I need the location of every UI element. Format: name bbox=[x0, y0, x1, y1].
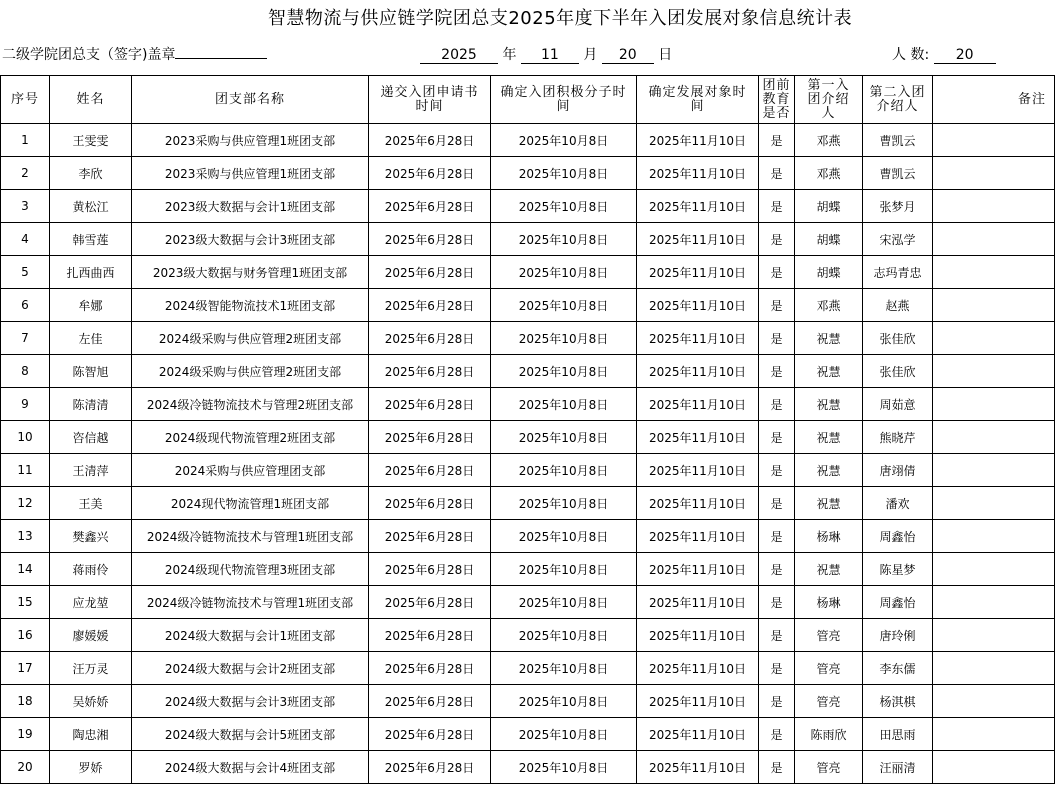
cell-apply-date: 2025年6月28日 bbox=[369, 388, 491, 421]
seal-label: 二级学院团总支（签字)盖章 bbox=[2, 47, 176, 63]
cell-develop-date: 2025年11月10日 bbox=[637, 157, 759, 190]
cell-note bbox=[933, 520, 1055, 553]
cell-introducer2: 宋泓学 bbox=[863, 223, 933, 256]
cell-branch: 2024采购与供应管理团支部 bbox=[132, 454, 369, 487]
cell-note bbox=[933, 421, 1055, 454]
col-header-no: 序号 bbox=[1, 76, 50, 124]
cell-develop-date: 2025年11月10日 bbox=[637, 256, 759, 289]
cell-note bbox=[933, 454, 1055, 487]
cell-apply-date: 2025年6月28日 bbox=[369, 652, 491, 685]
table-row bbox=[1, 124, 1055, 157]
cell-develop-date: 2025年11月10日 bbox=[637, 718, 759, 751]
cell-note bbox=[933, 223, 1055, 256]
cell-apply-date: 2025年6月28日 bbox=[369, 718, 491, 751]
cell-introducer2: 唐玲俐 bbox=[863, 619, 933, 652]
cell-introducer2: 赵燕 bbox=[863, 289, 933, 322]
cell-no: 17 bbox=[1, 652, 50, 685]
cell-apply-date: 2025年6月28日 bbox=[369, 553, 491, 586]
date-year-unit: 年 bbox=[502, 47, 517, 63]
cell-note bbox=[933, 157, 1055, 190]
cell-apply-date: 2025年6月28日 bbox=[369, 124, 491, 157]
cell-branch: 2024级智能物流技术1班团支部 bbox=[132, 289, 369, 322]
cell-activist-date: 2025年10月8日 bbox=[491, 190, 637, 223]
cell-no: 1 bbox=[1, 124, 50, 157]
col-header-note: 备注 bbox=[933, 76, 1055, 124]
cell-note bbox=[933, 289, 1055, 322]
cell-introducer1: 祝慧 bbox=[795, 322, 863, 355]
cell-name: 左佳 bbox=[50, 322, 132, 355]
table-row bbox=[1, 586, 1055, 619]
cell-activist-date: 2025年10月8日 bbox=[491, 157, 637, 190]
cell-develop-date: 2025年11月10日 bbox=[637, 553, 759, 586]
cell-activist-date: 2025年10月8日 bbox=[491, 487, 637, 520]
date-day: 20 bbox=[602, 47, 654, 64]
cell-develop-date: 2025年11月10日 bbox=[637, 685, 759, 718]
table-row bbox=[1, 355, 1055, 388]
cell-note bbox=[933, 322, 1055, 355]
cell-name: 王清萍 bbox=[50, 454, 132, 487]
cell-develop-date: 2025年11月10日 bbox=[637, 355, 759, 388]
cell-introducer2: 唐翊倩 bbox=[863, 454, 933, 487]
cell-branch: 2024现代物流管理1班团支部 bbox=[132, 487, 369, 520]
header-row bbox=[1, 76, 1055, 124]
cell-introducer1: 管亮 bbox=[795, 652, 863, 685]
cell-apply-date: 2025年6月28日 bbox=[369, 190, 491, 223]
cell-develop-date: 2025年11月10日 bbox=[637, 520, 759, 553]
cell-education: 是 bbox=[759, 652, 795, 685]
seal-field bbox=[2, 44, 267, 64]
cell-education: 是 bbox=[759, 586, 795, 619]
cell-develop-date: 2025年11月10日 bbox=[637, 124, 759, 157]
cell-note bbox=[933, 256, 1055, 289]
cell-name: 陶忠湘 bbox=[50, 718, 132, 751]
cell-introducer1: 陈雨欣 bbox=[795, 718, 863, 751]
cell-branch: 2023采购与供应管理1班团支部 bbox=[132, 157, 369, 190]
cell-note bbox=[933, 619, 1055, 652]
cell-name: 蒋雨伶 bbox=[50, 553, 132, 586]
cell-branch: 2024级大数据与会计3班团支部 bbox=[132, 685, 369, 718]
cell-activist-date: 2025年10月8日 bbox=[491, 751, 637, 784]
cell-branch: 2023级大数据与财务管理1班团支部 bbox=[132, 256, 369, 289]
cell-introducer1: 胡蝶 bbox=[795, 256, 863, 289]
cell-activist-date: 2025年10月8日 bbox=[491, 124, 637, 157]
cell-apply-date: 2025年6月28日 bbox=[369, 421, 491, 454]
cell-apply-date: 2025年6月28日 bbox=[369, 355, 491, 388]
cell-introducer2: 志玛青忠 bbox=[863, 256, 933, 289]
cell-no: 5 bbox=[1, 256, 50, 289]
cell-introducer1: 胡蝶 bbox=[795, 190, 863, 223]
cell-no: 11 bbox=[1, 454, 50, 487]
cell-no: 3 bbox=[1, 190, 50, 223]
col-header-name: 姓名 bbox=[50, 76, 132, 124]
cell-name: 王美 bbox=[50, 487, 132, 520]
cell-no: 6 bbox=[1, 289, 50, 322]
cell-education: 是 bbox=[759, 553, 795, 586]
cell-introducer1: 管亮 bbox=[795, 751, 863, 784]
cell-branch: 2024级大数据与会计5班团支部 bbox=[132, 718, 369, 751]
cell-education: 是 bbox=[759, 388, 795, 421]
cell-develop-date: 2025年11月10日 bbox=[637, 586, 759, 619]
cell-note bbox=[933, 487, 1055, 520]
cell-branch: 2024级大数据与会计1班团支部 bbox=[132, 619, 369, 652]
table-row bbox=[1, 718, 1055, 751]
cell-introducer2: 曹凯云 bbox=[863, 124, 933, 157]
cell-develop-date: 2025年11月10日 bbox=[637, 190, 759, 223]
cell-no: 18 bbox=[1, 685, 50, 718]
count-value: 20 bbox=[934, 47, 996, 64]
cell-education: 是 bbox=[759, 718, 795, 751]
cell-name: 黄松江 bbox=[50, 190, 132, 223]
cell-apply-date: 2025年6月28日 bbox=[369, 289, 491, 322]
table-row bbox=[1, 388, 1055, 421]
date-field bbox=[420, 44, 672, 64]
cell-introducer2: 曹凯云 bbox=[863, 157, 933, 190]
cell-apply-date: 2025年6月28日 bbox=[369, 322, 491, 355]
cell-introducer2: 张佳欣 bbox=[863, 322, 933, 355]
document-title: 智慧物流与供应链学院团总支2025年度下半年入团发展对象信息统计表 bbox=[267, 8, 853, 29]
cell-activist-date: 2025年10月8日 bbox=[491, 322, 637, 355]
cell-note bbox=[933, 586, 1055, 619]
seal-blank bbox=[175, 58, 267, 59]
cell-name: 陈清清 bbox=[50, 388, 132, 421]
cell-introducer1: 祝慧 bbox=[795, 487, 863, 520]
cell-education: 是 bbox=[759, 454, 795, 487]
cell-activist-date: 2025年10月8日 bbox=[491, 289, 637, 322]
cell-no: 20 bbox=[1, 751, 50, 784]
cell-branch: 2024级现代物流管理3班团支部 bbox=[132, 553, 369, 586]
table-row bbox=[1, 289, 1055, 322]
table-row bbox=[1, 553, 1055, 586]
cell-introducer1: 杨琳 bbox=[795, 520, 863, 553]
table-row bbox=[1, 520, 1055, 553]
info-table bbox=[0, 75, 1055, 784]
cell-introducer2: 陈星梦 bbox=[863, 553, 933, 586]
cell-note bbox=[933, 652, 1055, 685]
cell-apply-date: 2025年6月28日 bbox=[369, 685, 491, 718]
cell-branch: 2024级冷链物流技术与管理1班团支部 bbox=[132, 520, 369, 553]
cell-note bbox=[933, 553, 1055, 586]
col-header-introducer2: 第二入团介绍人 bbox=[863, 76, 933, 124]
cell-education: 是 bbox=[759, 322, 795, 355]
cell-note bbox=[933, 355, 1055, 388]
cell-develop-date: 2025年11月10日 bbox=[637, 223, 759, 256]
cell-activist-date: 2025年10月8日 bbox=[491, 586, 637, 619]
cell-introducer2: 潘欢 bbox=[863, 487, 933, 520]
cell-name: 樊鑫兴 bbox=[50, 520, 132, 553]
cell-note bbox=[933, 685, 1055, 718]
cell-apply-date: 2025年6月28日 bbox=[369, 223, 491, 256]
table-row bbox=[1, 157, 1055, 190]
cell-name: 陈智旭 bbox=[50, 355, 132, 388]
table-row bbox=[1, 223, 1055, 256]
date-month-unit: 月 bbox=[583, 47, 598, 63]
cell-activist-date: 2025年10月8日 bbox=[491, 256, 637, 289]
cell-branch: 2024级冷链物流技术与管理1班团支部 bbox=[132, 586, 369, 619]
cell-branch: 2024级冷链物流技术与管理2班团支部 bbox=[132, 388, 369, 421]
cell-develop-date: 2025年11月10日 bbox=[637, 421, 759, 454]
cell-activist-date: 2025年10月8日 bbox=[491, 421, 637, 454]
cell-introducer1: 杨琳 bbox=[795, 586, 863, 619]
cell-no: 16 bbox=[1, 619, 50, 652]
table-row bbox=[1, 421, 1055, 454]
cell-introducer2: 李东儒 bbox=[863, 652, 933, 685]
cell-education: 是 bbox=[759, 751, 795, 784]
cell-education: 是 bbox=[759, 685, 795, 718]
table-row bbox=[1, 454, 1055, 487]
cell-no: 15 bbox=[1, 586, 50, 619]
cell-education: 是 bbox=[759, 421, 795, 454]
cell-introducer1: 祝慧 bbox=[795, 553, 863, 586]
date-year: 2025 bbox=[420, 47, 498, 64]
cell-branch: 2023级大数据与会计3班团支部 bbox=[132, 223, 369, 256]
cell-education: 是 bbox=[759, 190, 795, 223]
cell-name: 王雯雯 bbox=[50, 124, 132, 157]
cell-no: 14 bbox=[1, 553, 50, 586]
cell-apply-date: 2025年6月28日 bbox=[369, 520, 491, 553]
cell-apply-date: 2025年6月28日 bbox=[369, 619, 491, 652]
cell-introducer2: 周鑫怡 bbox=[863, 520, 933, 553]
cell-activist-date: 2025年10月8日 bbox=[491, 223, 637, 256]
cell-introducer1: 邓燕 bbox=[795, 157, 863, 190]
cell-activist-date: 2025年10月8日 bbox=[491, 718, 637, 751]
cell-no: 9 bbox=[1, 388, 50, 421]
cell-activist-date: 2025年10月8日 bbox=[491, 619, 637, 652]
cell-develop-date: 2025年11月10日 bbox=[637, 619, 759, 652]
cell-branch: 2023采购与供应管理1班团支部 bbox=[132, 124, 369, 157]
cell-note bbox=[933, 751, 1055, 784]
cell-activist-date: 2025年10月8日 bbox=[491, 652, 637, 685]
cell-name: 咨信越 bbox=[50, 421, 132, 454]
cell-note bbox=[933, 718, 1055, 751]
cell-introducer1: 祝慧 bbox=[795, 355, 863, 388]
count-field bbox=[892, 44, 996, 64]
table-row bbox=[1, 256, 1055, 289]
cell-name: 韩雪莲 bbox=[50, 223, 132, 256]
cell-name: 李欣 bbox=[50, 157, 132, 190]
cell-no: 19 bbox=[1, 718, 50, 751]
cell-no: 8 bbox=[1, 355, 50, 388]
table-row bbox=[1, 685, 1055, 718]
cell-introducer1: 邓燕 bbox=[795, 124, 863, 157]
cell-name: 罗娇 bbox=[50, 751, 132, 784]
cell-develop-date: 2025年11月10日 bbox=[637, 322, 759, 355]
col-header-activist-date: 确定入团积极分子时间 bbox=[491, 76, 637, 124]
col-header-develop-date: 确定发展对象时间 bbox=[637, 76, 759, 124]
cell-introducer2: 张梦月 bbox=[863, 190, 933, 223]
cell-introducer1: 祝慧 bbox=[795, 421, 863, 454]
cell-name: 应龙堃 bbox=[50, 586, 132, 619]
table-row bbox=[1, 322, 1055, 355]
cell-introducer2: 周鑫怡 bbox=[863, 586, 933, 619]
cell-no: 10 bbox=[1, 421, 50, 454]
cell-education: 是 bbox=[759, 520, 795, 553]
cell-education: 是 bbox=[759, 223, 795, 256]
date-month: 11 bbox=[521, 47, 579, 64]
cell-activist-date: 2025年10月8日 bbox=[491, 454, 637, 487]
cell-develop-date: 2025年11月10日 bbox=[637, 487, 759, 520]
cell-education: 是 bbox=[759, 157, 795, 190]
cell-education: 是 bbox=[759, 256, 795, 289]
cell-apply-date: 2025年6月28日 bbox=[369, 751, 491, 784]
cell-develop-date: 2025年11月10日 bbox=[637, 289, 759, 322]
date-day-unit: 日 bbox=[658, 47, 673, 63]
cell-no: 2 bbox=[1, 157, 50, 190]
cell-introducer2: 杨淇棋 bbox=[863, 685, 933, 718]
cell-introducer2: 周茹意 bbox=[863, 388, 933, 421]
cell-note bbox=[933, 124, 1055, 157]
cell-develop-date: 2025年11月10日 bbox=[637, 454, 759, 487]
cell-no: 12 bbox=[1, 487, 50, 520]
cell-introducer1: 祝慧 bbox=[795, 388, 863, 421]
cell-branch: 2023级大数据与会计1班团支部 bbox=[132, 190, 369, 223]
cell-introducer1: 胡蝶 bbox=[795, 223, 863, 256]
cell-education: 是 bbox=[759, 487, 795, 520]
count-label: 人 数: bbox=[892, 47, 930, 63]
col-header-apply-date: 递交入团申请书时间 bbox=[369, 76, 491, 124]
cell-introducer1: 管亮 bbox=[795, 685, 863, 718]
col-header-introducer1: 第一入团介绍人 bbox=[795, 76, 863, 124]
table-row bbox=[1, 487, 1055, 520]
cell-apply-date: 2025年6月28日 bbox=[369, 256, 491, 289]
cell-apply-date: 2025年6月28日 bbox=[369, 454, 491, 487]
cell-activist-date: 2025年10月8日 bbox=[491, 355, 637, 388]
cell-introducer1: 邓燕 bbox=[795, 289, 863, 322]
table-row bbox=[1, 751, 1055, 784]
cell-name: 吴娇娇 bbox=[50, 685, 132, 718]
cell-introducer2: 田思雨 bbox=[863, 718, 933, 751]
cell-name: 汪万灵 bbox=[50, 652, 132, 685]
cell-branch: 2024级大数据与会计4班团支部 bbox=[132, 751, 369, 784]
cell-activist-date: 2025年10月8日 bbox=[491, 520, 637, 553]
cell-name: 扎西曲西 bbox=[50, 256, 132, 289]
cell-no: 13 bbox=[1, 520, 50, 553]
cell-branch: 2024级大数据与会计2班团支部 bbox=[132, 652, 369, 685]
table-row bbox=[1, 652, 1055, 685]
table-row bbox=[1, 619, 1055, 652]
cell-note bbox=[933, 388, 1055, 421]
cell-activist-date: 2025年10月8日 bbox=[491, 388, 637, 421]
cell-develop-date: 2025年11月10日 bbox=[637, 751, 759, 784]
col-header-education: 团前教育是否 bbox=[759, 76, 795, 124]
cell-introducer2: 熊晓芹 bbox=[863, 421, 933, 454]
cell-introducer1: 管亮 bbox=[795, 619, 863, 652]
cell-note bbox=[933, 190, 1055, 223]
table-row bbox=[1, 190, 1055, 223]
cell-apply-date: 2025年6月28日 bbox=[369, 157, 491, 190]
cell-apply-date: 2025年6月28日 bbox=[369, 586, 491, 619]
cell-introducer2: 张佳欣 bbox=[863, 355, 933, 388]
cell-develop-date: 2025年11月10日 bbox=[637, 652, 759, 685]
cell-name: 牟娜 bbox=[50, 289, 132, 322]
cell-education: 是 bbox=[759, 355, 795, 388]
cell-introducer1: 祝慧 bbox=[795, 454, 863, 487]
cell-branch: 2024级采购与供应管理2班团支部 bbox=[132, 322, 369, 355]
cell-name: 廖媛媛 bbox=[50, 619, 132, 652]
cell-education: 是 bbox=[759, 124, 795, 157]
cell-no: 4 bbox=[1, 223, 50, 256]
cell-education: 是 bbox=[759, 619, 795, 652]
cell-branch: 2024级采购与供应管理2班团支部 bbox=[132, 355, 369, 388]
cell-no: 7 bbox=[1, 322, 50, 355]
cell-branch: 2024级现代物流管理2班团支部 bbox=[132, 421, 369, 454]
cell-activist-date: 2025年10月8日 bbox=[491, 553, 637, 586]
col-header-branch: 团支部名称 bbox=[132, 76, 369, 124]
cell-education: 是 bbox=[759, 289, 795, 322]
cell-activist-date: 2025年10月8日 bbox=[491, 685, 637, 718]
cell-introducer2: 汪丽清 bbox=[863, 751, 933, 784]
cell-apply-date: 2025年6月28日 bbox=[369, 487, 491, 520]
cell-develop-date: 2025年11月10日 bbox=[637, 388, 759, 421]
